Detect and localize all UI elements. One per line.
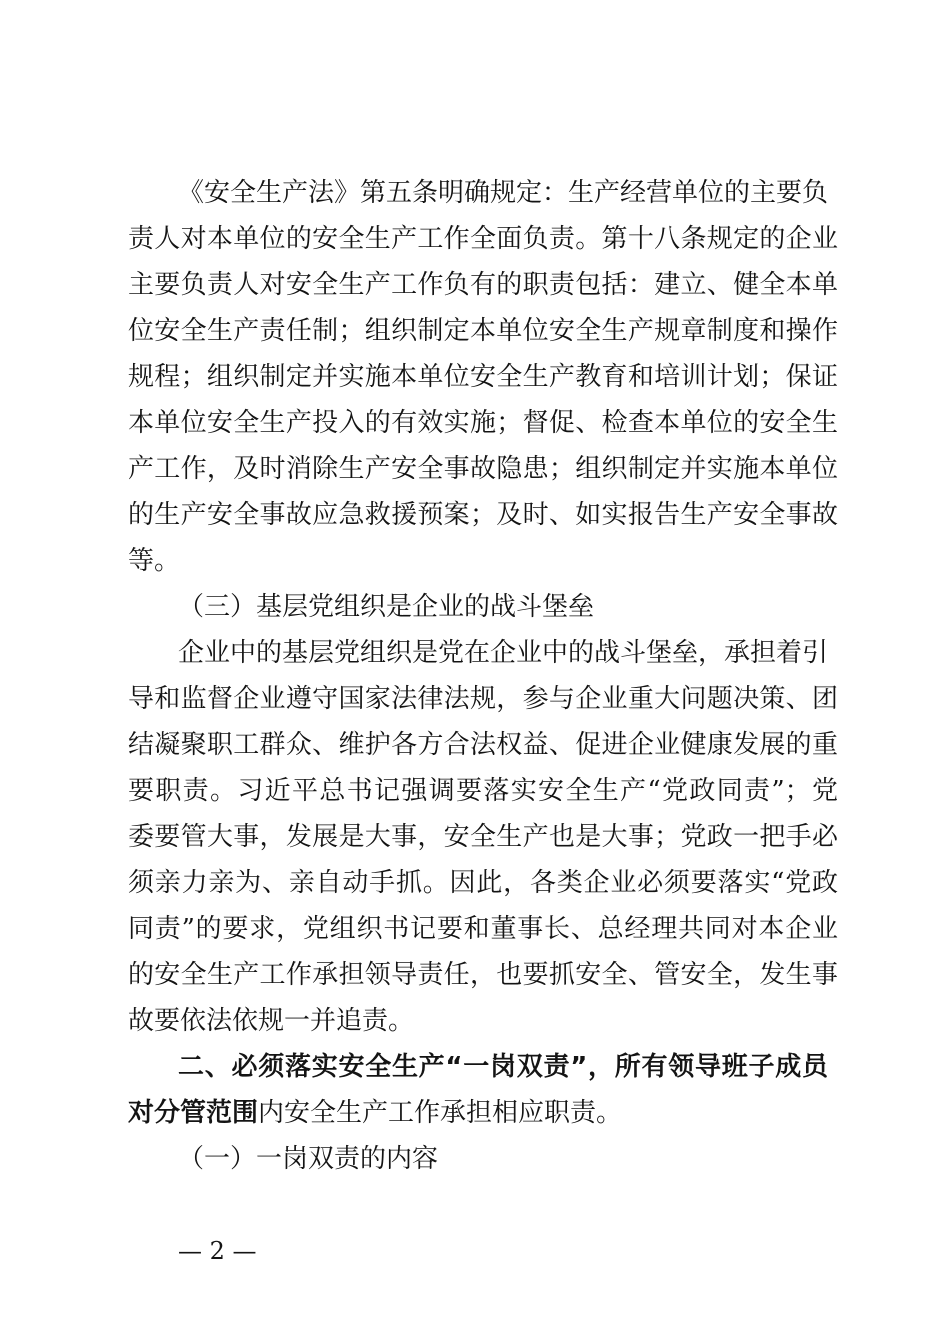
paragraph-2-line-2: 导和监督企业遵守国家法律法规，参与企业重大问题决策、团 bbox=[128, 684, 838, 714]
paragraph-2-line-8: 的安全生产工作承担领导责任，也要抓安全、管安全，发生事 bbox=[128, 960, 838, 990]
section-2-heading-line-1: 二、必须落实安全生产“一岗双责”，所有领导班子成员 bbox=[178, 1052, 828, 1082]
paragraph-1-line-9: 等。 bbox=[128, 546, 181, 576]
subheading-1: （一）一岗双责的内容 bbox=[178, 1144, 439, 1174]
paragraph-1-line-6: 本单位安全生产投入的有效实施；督促、检查本单位的安全生 bbox=[128, 408, 838, 438]
paragraph-1-line-5: 规程；组织制定并实施本单位安全生产教育和培训计划；保证 bbox=[128, 362, 838, 392]
paragraph-2-line-7: 同责”的要求，党组织书记要和董事长、总经理共同对本企业 bbox=[128, 914, 838, 944]
section-2-heading-bold-part: 对分管范围 bbox=[128, 1098, 259, 1128]
paragraph-1-line-1: 《安全生产法》第五条明确规定：生产经营单位的主要负 bbox=[178, 178, 828, 208]
paragraph-2-line-5: 委要管大事，发展是大事，安全生产也是大事；党政一把手必 bbox=[128, 822, 838, 852]
paragraph-1-line-3: 主要负责人对安全生产工作负有的职责包括：建立、健全本单 bbox=[128, 270, 838, 300]
paragraph-2-line-9: 故要依法依规一并追责。 bbox=[128, 1006, 415, 1036]
subheading-3: （三）基层党组织是企业的战斗堡垒 bbox=[178, 592, 595, 622]
paragraph-1-line-8: 的生产安全事故应急救援预案；及时、如实报告生产安全事故 bbox=[128, 500, 838, 530]
paragraph-2-line-1: 企业中的基层党组织是党在企业中的战斗堡垒，承担着引 bbox=[178, 638, 828, 668]
paragraph-1-line-7: 产工作，及时消除生产安全事故隐患；组织制定并实施本单位 bbox=[128, 454, 838, 484]
paragraph-1-line-2: 责人对本单位的安全生产工作全面负责。第十八条规定的企业 bbox=[128, 224, 838, 254]
section-2-heading-line-2 bbox=[128, 1098, 838, 1128]
paragraph-2-line-6: 须亲力亲为、亲自动手抓。因此，各类企业必须要落实“党政 bbox=[128, 868, 838, 898]
paragraph-1-line-4: 位安全生产责任制；组织制定本单位安全生产规章制度和操作 bbox=[128, 316, 838, 346]
section-2-heading-normal-part: 内安全生产工作承担相应职责。 bbox=[258, 1098, 623, 1128]
paragraph-2-line-3: 结凝聚职工群众、维护各方合法权益、促进企业健康发展的重 bbox=[128, 730, 838, 760]
paragraph-2-line-4: 要职责。习近平总书记强调要落实安全生产“党政同责”；党 bbox=[128, 776, 838, 806]
page-number: — 2 — bbox=[178, 1237, 257, 1265]
